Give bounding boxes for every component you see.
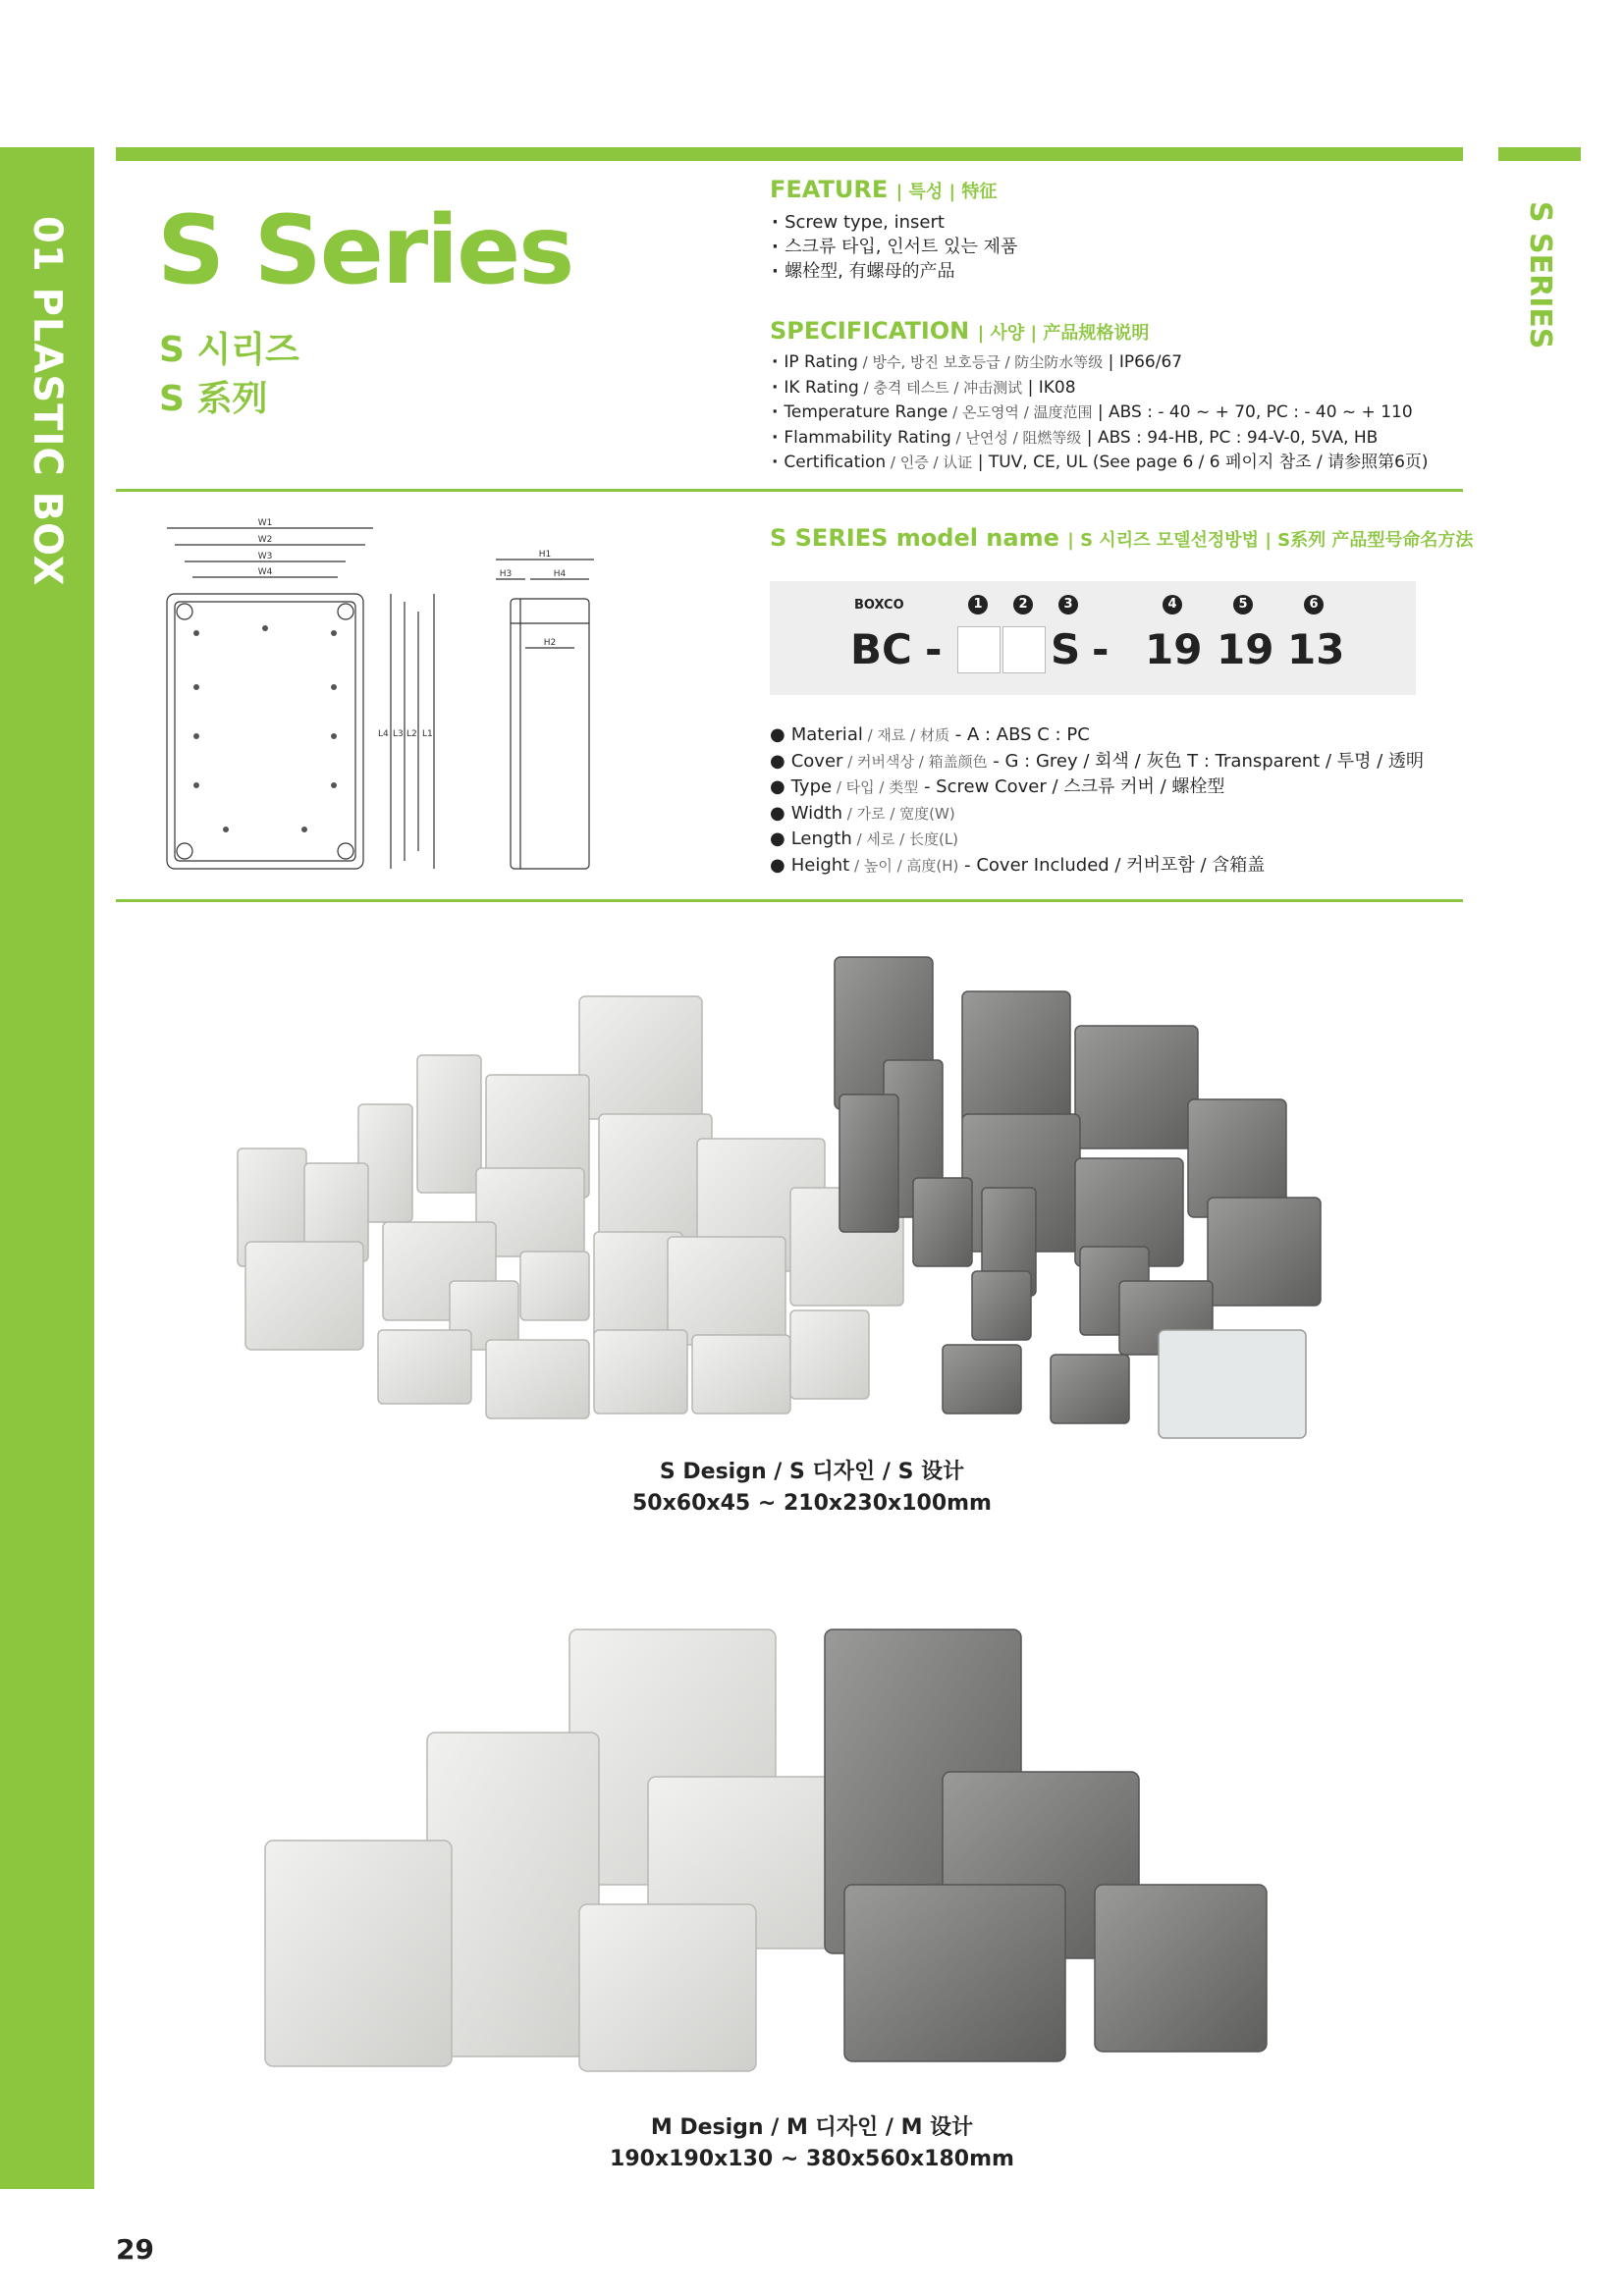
legend-item (770, 722, 1424, 749)
spec-list (772, 350, 1429, 476)
step-number: 2 (1013, 595, 1033, 614)
step-number: 5 (1233, 595, 1253, 614)
code-height: 13 (1287, 625, 1345, 673)
spec-item (772, 426, 1429, 452)
code-width: 19 (1145, 625, 1203, 673)
code-type: S (1051, 625, 1081, 673)
dim-label: H3 (499, 569, 513, 579)
dim-label: L1 (422, 729, 433, 739)
legend-item (770, 827, 1424, 853)
section-divider (116, 899, 1463, 902)
legend-value: - A : ABS C : PC (949, 724, 1090, 745)
m-design-product-photo (255, 1620, 1296, 2101)
dim-label: L3 (393, 729, 404, 739)
spec-value: | ABS : - 40 ~ + 70, PC : - 40 ~ + 110 (1092, 402, 1413, 422)
spec-desc: / 충격 테스트 / 冲击测试 (858, 378, 1023, 397)
legend-desc: / 가로 / 宽度(W) (842, 804, 955, 823)
legend-label: Width (790, 802, 843, 824)
subtitle-chinese: S 系列 (159, 379, 268, 419)
spec-value: | ABS : 94-HB, PC : 94-V-0, 5VA, HB (1081, 427, 1379, 448)
legend-value: - Screw Cover / 스크류 커버 / 螺栓型 (918, 776, 1225, 797)
code-slot-cover (1002, 626, 1046, 673)
legend-desc: / 높이 / 高度(H) (849, 856, 959, 875)
dim-label: W3 (257, 552, 273, 561)
dim-label: W1 (257, 518, 273, 528)
legend-value: - Cover Included / 커버포함 / 含箱盖 (958, 854, 1266, 876)
page-number: 29 (116, 2233, 154, 2266)
legend-value: - G : Grey / 회색 / 灰色 T : Transparent / 투명 / 透明 (987, 750, 1425, 772)
m-design-range: 190x190x130 ~ 380x560x180mm (610, 2147, 1014, 2171)
dim-label: W4 (257, 567, 273, 577)
legend-desc: / 재료 / 材质 (862, 726, 950, 744)
model-legend (770, 722, 1424, 879)
dim-label: L4 (378, 729, 389, 739)
spec-heading-sub: | 사양 | 产品规格说明 (977, 323, 1150, 344)
feature-item: · 螺栓型, 有螺母的产品 (772, 259, 1017, 284)
legend-item (770, 774, 1424, 801)
legend-item (770, 749, 1424, 775)
spec-label: IK Rating (784, 377, 859, 398)
spec-item (772, 350, 1429, 376)
legend-desc: / 타입 / 类型 (832, 778, 919, 796)
spec-heading (770, 316, 1149, 348)
dim-label: H1 (538, 550, 552, 560)
spec-label: IP Rating (784, 352, 858, 372)
model-heading-sub: | S 시리즈 모델선정방법 | S系列 产品型号命名方法 (1067, 530, 1474, 551)
code-slot-material (957, 626, 1001, 673)
spec-desc: / 인증 / 认证 (886, 454, 973, 471)
feature-heading-text: FEATURE (770, 176, 889, 203)
feature-heading (770, 175, 997, 207)
page-title: S Series (157, 195, 573, 305)
legend-desc: / 세로 / 长度(L) (851, 830, 959, 848)
spec-desc: / 방수, 방진 보호등급 / 防尘防水等级 (857, 353, 1104, 371)
spec-item (772, 376, 1429, 401)
spec-heading-text: SPECIFICATION (770, 317, 970, 345)
spec-value: | IK08 (1022, 377, 1076, 398)
s-design-title: S Design / S 디자인 / S 设计 (659, 1460, 965, 1484)
feature-list (772, 210, 1017, 284)
spec-item (772, 400, 1429, 426)
s-design-caption (419, 1457, 1205, 1520)
technical-drawing (147, 501, 619, 893)
m-design-caption (419, 2112, 1205, 2175)
spec-label: Certification (784, 453, 887, 472)
spec-desc: / 온도영역 / 温度范围 (947, 403, 1093, 421)
section-divider (116, 489, 1463, 492)
s-design-product-photo (236, 942, 1335, 1453)
series-label: S SERIES (1523, 201, 1557, 349)
brand-label: BOXCO (854, 598, 904, 613)
spec-value: | IP66/67 (1103, 352, 1183, 372)
legend-label: Type (790, 776, 833, 797)
step-number: 3 (1058, 595, 1078, 614)
dim-label: H4 (553, 569, 567, 579)
top-rule (116, 147, 1463, 161)
legend-label: Height (790, 854, 850, 876)
model-heading-text: S SERIES model name (770, 524, 1059, 552)
spec-desc: / 난연성 / 阻燃等级 (950, 428, 1082, 447)
dim-label: H2 (543, 638, 557, 648)
feature-heading-sub: | 특성 | 特征 (895, 182, 998, 202)
spec-value: | TUV, CE, UL (See page 6 / 6 페이지 참조 / 请参照第6页) (972, 453, 1429, 472)
legend-item (770, 853, 1424, 880)
code-prefix: BC (850, 625, 912, 673)
dim-label: W2 (257, 535, 273, 545)
legend-label: Material (790, 724, 863, 745)
chapter-label: 01 PLASTIC BOX (25, 216, 70, 587)
legend-item (770, 801, 1424, 828)
code-dash: - (925, 625, 943, 673)
m-design-title: M Design / M 디자인 / M 设计 (650, 2115, 974, 2140)
step-number: 1 (968, 595, 988, 614)
spec-label: Flammability Rating (784, 427, 951, 448)
feature-item: · Screw type, insert (772, 210, 1017, 235)
right-green-tab (1498, 147, 1581, 161)
spec-item (772, 451, 1429, 476)
spec-label: Temperature Range (784, 402, 948, 422)
code-dash: - (1092, 625, 1110, 673)
s-design-range: 50x60x45 ~ 210x230x100mm (632, 1491, 992, 1516)
legend-desc: / 커버색상 / 箱盖颜色 (842, 752, 988, 771)
step-number: 4 (1163, 595, 1182, 614)
feature-item: · 스크류 타입, 인서트 있는 제품 (772, 235, 1017, 259)
step-number: 6 (1304, 595, 1324, 614)
model-heading (770, 523, 1473, 556)
subtitle-korean: S 시리즈 (159, 330, 299, 370)
legend-label: Cover (790, 750, 843, 772)
dim-label: L2 (406, 729, 417, 739)
legend-label: Length (790, 828, 852, 849)
code-length: 19 (1217, 625, 1274, 673)
